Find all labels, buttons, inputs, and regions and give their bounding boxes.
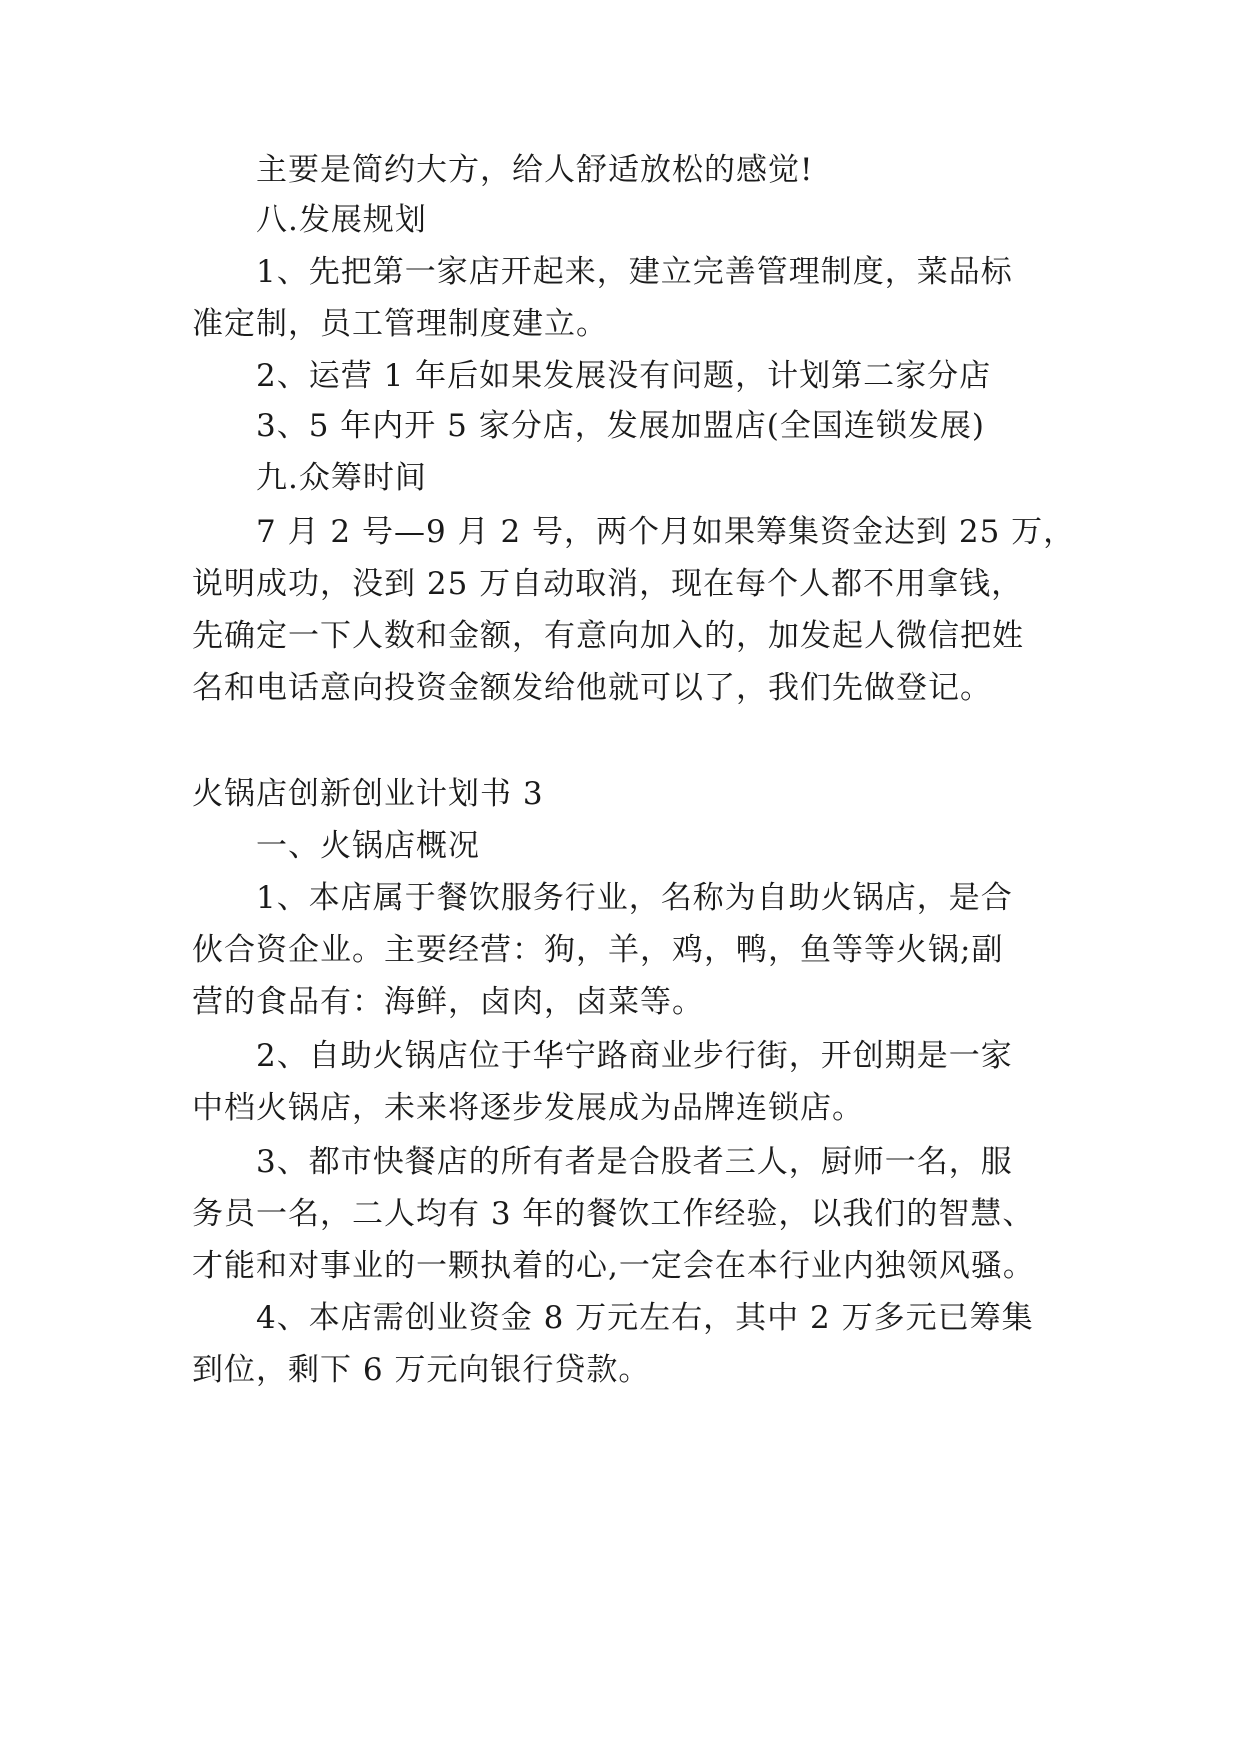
paragraph-line: 7 月 2 号—9 月 2 号，两个月如果筹集资金达到 25 万，	[256, 514, 1076, 550]
section-heading: 八.发展规划	[256, 202, 427, 238]
paragraph-line: 3、5 年内开 5 家分店，发展加盟店(全国连锁发展)	[256, 408, 985, 444]
document-title: 火锅店创新创业计划书 3	[192, 776, 544, 812]
paragraph-line: 1、本店属于餐饮服务行业，名称为自助火锅店，是合	[256, 880, 1013, 916]
paragraph-line: 到位，剩下 6 万元向银行贷款。	[192, 1352, 651, 1388]
section-heading: 一、火锅店概况	[256, 828, 480, 864]
paragraph-line: 3、都市快餐店的所有者是合股者三人，厨师一名，服	[256, 1144, 1013, 1180]
paragraph-line: 准定制，员工管理制度建立。	[192, 306, 608, 342]
paragraph-line: 4、本店需创业资金 8 万元左右，其中 2 万多元已筹集	[256, 1300, 1034, 1336]
paragraph-line: 才能和对事业的一颗执着的心,一定会在本行业内独领风骚。	[192, 1248, 1035, 1284]
section-heading: 九.众筹时间	[256, 460, 427, 496]
paragraph-line: 务员一名，二人均有 3 年的餐饮工作经验，以我们的智慧、	[192, 1196, 1035, 1232]
paragraph-line: 营的食品有：海鲜，卤肉，卤菜等。	[192, 984, 704, 1020]
paragraph-line: 先确定一下人数和金额，有意向加入的，加发起人微信把姓	[192, 618, 1024, 654]
paragraph-line: 伙合资企业。主要经营：狗，羊，鸡，鸭，鱼等等火锅;副	[192, 932, 1004, 968]
paragraph-line: 名和电话意向投资金额发给他就可以了，我们先做登记。	[192, 670, 992, 706]
paragraph-line: 2、自助火锅店位于华宁路商业步行街，开创期是一家	[256, 1038, 1013, 1074]
paragraph-line: 主要是简约大方，给人舒适放松的感觉!	[256, 152, 814, 188]
paragraph-line: 2、运营 1 年后如果发展没有问题，计划第二家分店	[256, 358, 992, 394]
paragraph-line: 中档火锅店，未来将逐步发展成为品牌连锁店。	[192, 1090, 864, 1126]
paragraph-line: 说明成功，没到 25 万自动取消，现在每个人都不用拿钱，	[192, 566, 1024, 602]
paragraph-line: 1、先把第一家店开起来，建立完善管理制度，菜品标	[256, 254, 1013, 290]
